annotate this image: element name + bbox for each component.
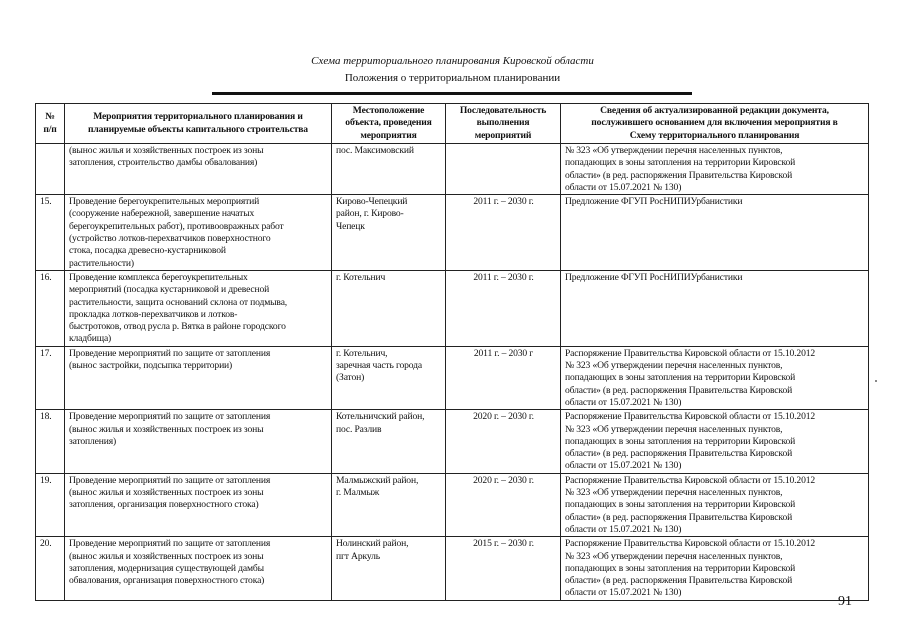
row-number: 17. [36,346,65,409]
table-row [36,144,869,195]
period-cell: 2011 г. – 2030 г. [446,270,561,346]
period-cell [446,144,561,195]
header-rule [212,92,692,95]
source-cell: Распоряжение Правительства Кировской области от 15.10.2012 № 323 «Об утверждении перечня населенных пунктов, попадающих в зоны затопления на территории Кировской области» (в ред. распоряжения Правительства Кировской области от 15.07.2021 № 130) [561,346,869,409]
source-cell: Предложение ФГУП РосНИПИУрбанистики [561,270,869,346]
row-number: 16. [36,270,65,346]
scan-speck [875,380,877,382]
period-cell: 2020 г. – 2030 г. [446,473,561,536]
location-cell: Малмыжский район, г. Малмыж [332,473,446,536]
event-cell: Проведение мероприятий по защите от затопления (вынос застройки, подсыпка территории) [65,346,332,409]
table-row [36,537,869,600]
row-number: 19. [36,473,65,536]
table-row [36,473,869,536]
col-header-number: № п/п [36,104,65,144]
location-cell: Котельничский район, пос. Разлив [332,410,446,473]
period-cell: 2011 г. – 2030 г. [446,195,561,271]
table-row [36,270,869,346]
period-cell: 2015 г. – 2030 г. [446,537,561,600]
row-number: 15. [36,195,65,271]
source-cell: Распоряжение Правительства Кировской области от 15.10.2012 № 323 «Об утверждении перечня населенных пунктов, попадающих в зоны затопления на территории Кировской области» (в ред. распоряжения Правительства Кировской области от 15.07.2021 № 130) [561,473,869,536]
event-cell: Проведение мероприятий по защите от затопления (вынос жилья и хозяйственных построек из зоны затопления, модернизация существующей дамбы обвалования, организация поверхностного стока) [65,537,332,600]
location-cell: пос. Максимовский [332,144,446,195]
event-cell: Проведение мероприятий по защите от затопления (вынос жилья и хозяйственных построек из зоны затопления, организация поверхностного стока) [65,473,332,536]
table-header-row [36,104,869,144]
table-row [36,195,869,271]
row-number [36,144,65,195]
page-number: 91 [838,594,852,609]
event-cell: (вынос жилья и хозяйственных построек из зоны затопления, строительство дамбы обвалования) [65,144,332,195]
location-cell: г. Котельнич [332,270,446,346]
event-cell: Проведение мероприятий по защите от затопления (вынос жилья и хозяйственных построек из зоны затопления) [65,410,332,473]
measures-table [35,103,869,601]
document-subtitle: Положения о территориальном планировании [344,72,561,84]
source-cell: № 323 «Об утверждении перечня населенных пунктов, попадающих в зоны затопления на территории Кировской области» (в ред. распоряжения Правительства Кировской области от 15.07.2021 № 130) [561,144,869,195]
location-cell: Кирово-Чепецкий район, г. Кирово- Чепецк [332,195,446,271]
col-header-source: Сведения об актуализированной редакции документа, послужившего основанием для включения мероприятия в Схему территориального планирования [561,104,869,144]
location-cell: Нолинский район, пгт Аркуль [332,537,446,600]
document-title: Схема территориального планирования Кировской области [311,55,594,67]
source-cell: Предложение ФГУП РосНИПИУрбанистики [561,195,869,271]
source-cell: Распоряжение Правительства Кировской области от 15.10.2012 № 323 «Об утверждении перечня населенных пунктов, попадающих в зоны затопления на территории Кировской области» (в ред. распоряжения Правительства Кировской области от 15.07.2021 № 130) [561,537,869,600]
source-cell: Распоряжение Правительства Кировской области от 15.10.2012 № 323 «Об утверждении перечня населенных пунктов, попадающих в зоны затопления на территории Кировской области» (в ред. распоряжения Правительства Кировской области от 15.07.2021 № 130) [561,410,869,473]
col-header-event: Мероприятия территориального планирования и планируемые объекты капитального строительства [65,104,332,144]
row-number: 20. [36,537,65,600]
col-header-location: Местоположение объекта, проведения мероприятия [332,104,446,144]
col-header-period: Последовательность выполнения мероприятий [446,104,561,144]
table-row [36,410,869,473]
table-row [36,346,869,409]
period-cell: 2020 г. – 2030 г. [446,410,561,473]
location-cell: г. Котельнич, заречная часть города (Затон) [332,346,446,409]
event-cell: Проведение комплекса берегоукрепительных мероприятий (посадка кустарниковой и древесной растительности, защита оснований склона от подмыва, прокладка лотков-перехватчиков и лотков- быстротоков, отвод русла р. Вятка в районе городского кладбища) [65,270,332,346]
period-cell: 2011 г. – 2030 г [446,346,561,409]
event-cell: Проведение берегоукрепительных мероприятий (сооружение набережной, завершение начатых берегоукрепительных работ), противоовражных работ (устройство лотков-перехватчиков поверхностного стока, посадка древесно-кустарниковой растительности) [65,195,332,271]
row-number: 18. [36,410,65,473]
